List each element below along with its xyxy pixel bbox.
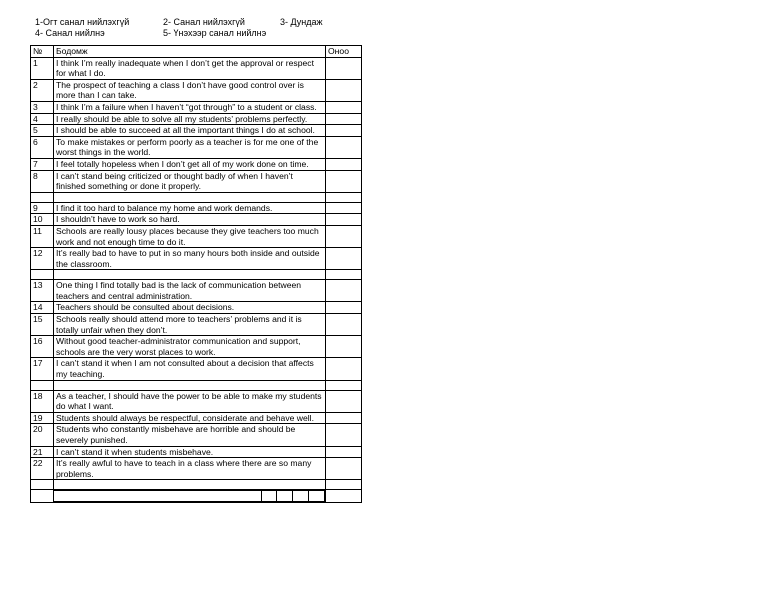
score-cell[interactable]	[326, 358, 362, 380]
score-cell[interactable]	[326, 101, 362, 113]
item-statement: I shouldn’t have to work so hard.	[54, 214, 326, 226]
score-cell[interactable]	[326, 248, 362, 270]
score-cell[interactable]	[326, 79, 362, 101]
item-statement: Schools really should attend more to teachers’ problems and it is totally unfair when they don’t.	[54, 314, 326, 336]
score-cell[interactable]	[326, 424, 362, 446]
header-score: Оноо	[326, 46, 362, 58]
table-row	[31, 280, 362, 302]
header-statement: Бодомж	[54, 46, 326, 58]
table-row	[31, 158, 362, 170]
subtotal-cell[interactable]	[309, 491, 325, 502]
item-statement: Students who constantly misbehave are horrible and should be severely punished.	[54, 424, 326, 446]
item-number: 2	[31, 79, 54, 101]
legend-option-3: 3- Дундаж	[280, 17, 323, 27]
empty-row	[31, 480, 362, 490]
header-number: №	[31, 46, 54, 58]
item-statement: I can’t stand it when I am not consulted about a decision that affects my teaching.	[54, 358, 326, 380]
item-number: 5	[31, 125, 54, 137]
table-row	[31, 225, 362, 247]
item-statement: I think I’m really inadequate when I don’t get the approval or respect for what I do.	[54, 57, 326, 79]
score-cell[interactable]	[326, 280, 362, 302]
legend-option-2: 2- Санал нийлэхгүй	[163, 17, 245, 27]
item-statement: I feel totally hopeless when I don’t get all of my work done on time.	[54, 158, 326, 170]
score-cell[interactable]	[326, 125, 362, 137]
table-row	[31, 446, 362, 458]
item-number: 11	[31, 225, 54, 247]
legend-option-4: 4- Санал нийлнэ	[35, 28, 105, 38]
item-number: 20	[31, 424, 54, 446]
item-statement: To make mistakes or perform poorly as a teacher is for me one of the worst things in the world.	[54, 136, 326, 158]
item-statement: I can’t stand being criticized or thought badly of when I haven’t finished something or done it properly.	[54, 170, 326, 192]
table-row	[31, 390, 362, 412]
table-row	[31, 314, 362, 336]
table-row	[31, 202, 362, 214]
score-cell[interactable]	[326, 225, 362, 247]
item-number: 13	[31, 280, 54, 302]
table-row	[31, 79, 362, 101]
table-row	[31, 248, 362, 270]
score-cell[interactable]	[326, 113, 362, 125]
score-cell[interactable]	[326, 214, 362, 226]
item-number: 10	[31, 214, 54, 226]
table-row	[31, 336, 362, 358]
item-statement: I really should be able to solve all my students’ problems perfectly.	[54, 113, 326, 125]
item-number: 1	[31, 57, 54, 79]
section-spacer-row	[31, 192, 362, 202]
item-number: 18	[31, 390, 54, 412]
subtotal-cell[interactable]	[277, 491, 293, 502]
score-cell[interactable]	[326, 390, 362, 412]
score-cell[interactable]	[326, 446, 362, 458]
legend-option-1: 1-Огт санал нийлэхгүй	[35, 17, 130, 27]
survey-table	[30, 45, 362, 503]
item-number: 6	[31, 136, 54, 158]
item-number: 15	[31, 314, 54, 336]
item-statement: I think I’m a failure when I haven’t “got through” to a student or class.	[54, 101, 326, 113]
score-cell[interactable]	[326, 136, 362, 158]
table-row	[31, 424, 362, 446]
item-number: 3	[31, 101, 54, 113]
item-statement: As a teacher, I should have the power to be able to make my students do what I want.	[54, 390, 326, 412]
section-spacer-row	[31, 380, 362, 390]
item-number: 19	[31, 412, 54, 424]
table-row	[31, 214, 362, 226]
subtotal-cell[interactable]	[293, 491, 309, 502]
item-statement: It’s really bad to have to put in so many hours both inside and outside the classroom.	[54, 248, 326, 270]
item-number: 12	[31, 248, 54, 270]
item-statement: I should be able to succeed at all the important things I do at school.	[54, 125, 326, 137]
item-statement: It’s really awful to have to teach in a class where there are so many problems.	[54, 458, 326, 480]
item-statement: I can’t stand it when students misbehave.	[54, 446, 326, 458]
score-cell[interactable]	[326, 158, 362, 170]
item-statement: Students should always be respectful, considerate and behave well.	[54, 412, 326, 424]
item-number: 21	[31, 446, 54, 458]
item-number: 8	[31, 170, 54, 192]
total-score-cell[interactable]	[326, 490, 362, 503]
table-row	[31, 101, 362, 113]
item-number: 7	[31, 158, 54, 170]
legend-option-5: 5- Үнэхээр санал нийлнэ	[163, 28, 267, 38]
table-row	[31, 302, 362, 314]
total-subcells	[54, 490, 326, 503]
score-cell[interactable]	[326, 314, 362, 336]
subtotal-cell[interactable]	[261, 491, 277, 502]
table-row	[31, 358, 362, 380]
total-row	[31, 490, 362, 503]
table-row	[31, 113, 362, 125]
table-row	[31, 458, 362, 480]
item-statement: Teachers should be consulted about decisions.	[54, 302, 326, 314]
item-statement: The prospect of teaching a class I don’t have good control over is more than I can take.	[54, 79, 326, 101]
table-row	[31, 170, 362, 192]
item-number: 17	[31, 358, 54, 380]
item-number: 14	[31, 302, 54, 314]
table-row	[31, 136, 362, 158]
score-cell[interactable]	[326, 458, 362, 480]
score-cell[interactable]	[326, 302, 362, 314]
score-cell[interactable]	[326, 170, 362, 192]
score-cell[interactable]	[326, 412, 362, 424]
item-number: 4	[31, 113, 54, 125]
score-cell[interactable]	[326, 57, 362, 79]
item-statement: One thing I find totally bad is the lack of communication between teachers and central administration.	[54, 280, 326, 302]
table-row	[31, 125, 362, 137]
table-header-row	[31, 46, 362, 58]
item-statement: I find it too hard to balance my home and work demands.	[54, 202, 326, 214]
score-cell[interactable]	[326, 202, 362, 214]
section-spacer-row	[31, 270, 362, 280]
score-cell[interactable]	[326, 336, 362, 358]
item-number: 16	[31, 336, 54, 358]
table-row	[31, 412, 362, 424]
item-statement: Schools are really lousy places because they give teachers too much work and not enough time to do it.	[54, 225, 326, 247]
item-statement: Without good teacher-administrator communication and support, schools are the very worst places to work.	[54, 336, 326, 358]
item-number: 22	[31, 458, 54, 480]
item-number: 9	[31, 202, 54, 214]
table-row	[31, 57, 362, 79]
